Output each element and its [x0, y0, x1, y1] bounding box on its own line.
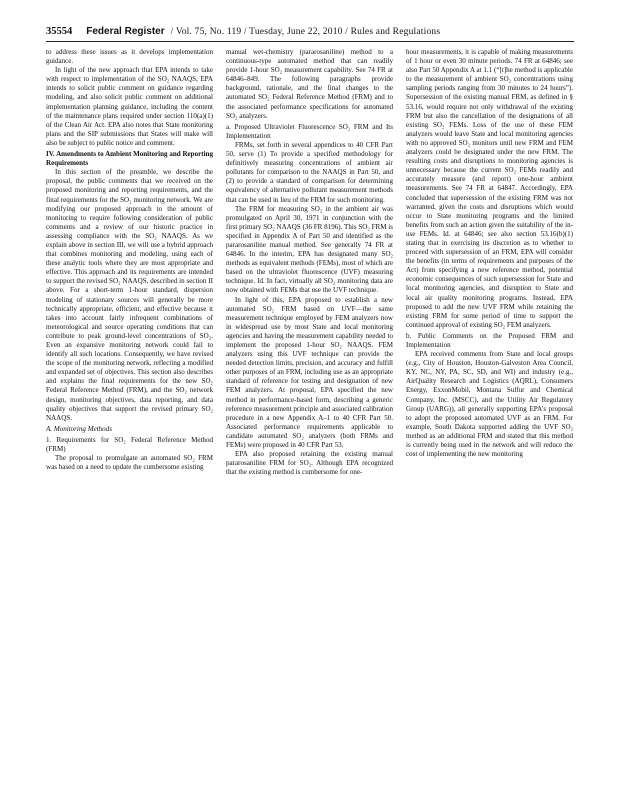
- text-column-1: [46, 48, 213, 780]
- paragraph: EPA also proposed retaining the existing manual pararosaniline FRM for SO₂. Although EPA recognized that the existing method is cumbersome for one-: [226, 450, 393, 477]
- issue-details: / Vol. 75, No. 119 / Tuesday, June 22, 2010 / Rules and Regulations: [170, 27, 441, 37]
- text-column-3: [406, 48, 573, 780]
- paragraph: The proposal to promulgate an automated SO₂ FRM was based on a need to update the cumbersome existing: [46, 454, 213, 472]
- paragraph: FRMs, set forth in several appendices to 40 CFR Part 50, serve (1) To provide a specified methodology for definitively measuring concentrations of ambient air pollutants for comparison to the NAAQS in Part 50, and (2) to provide a standard of comparison for determining equivalency of alternative pollutant measurement methods that can be used in lieu of the FRM for such monitoring.: [226, 140, 393, 204]
- section-heading: 1. Requirements for SO₂ Federal Reference Method (FRM): [46, 435, 213, 454]
- paragraph: hour measurements, it is capable of making measurements of 1 hour or even 30 minute periods. 74 FR at 64846; see also Part 50 Appendix A at 1.1 (“[t]he method is applicable to the measurement of ambient SO₂ concentrations using sampling periods ranging from 30 minutes to 24 hours”). Supersession of the existing manual FRM, as defined in § 53.16, would require not only withdrawal of the existing FRM but also the cancellation of the designations of all existing SO₂ FEMs. Loss of the use of these FEM analyzers would leave State and local monitoring agencies with no approved SO₂ monitors until new FRM and FEM analyzers could be designated under the new FRM. The resulting costs and disruptions to monitoring agencies is unnecessary because the current SO₂ FEMs readily and accurately measure (and report) one-hour ambient measurements. See 74 FR at 64847. Accordingly, EPA concluded that supersession of the existing FRM was not warranted, given the costs and disruptions which would occur to State monitoring programs and the limited benefits from such an action given the suitability of the in-use FEMs. Id. at 64846; see also section 53.16(b)(1) stating that in exercising its discretion as to whether to proceed with supersession of an FRM, EPA will consider the benefits (in terms of requirements and purposes of the Act) from specifying a new reference method, potential economic consequences of such supersession for State and local monitoring agencies, and disruption to State and local air quality monitoring programs. Instead, EPA proposed to add the new UVF FRM while retaining the existing FRM for some period of time to support the continued approval of existing SO₂ FEM analyzers.: [406, 48, 573, 329]
- paragraph: In this section of the preamble, we describe the proposal, the public comments that we received on the proposed monitoring and reporting requirements, and the final requirements for the SO₂ monitoring network. We are modifying our proposed approach to the amount of monitoring to require following consideration of public comments and a review of our historic practice in assessing compliance with the SO₂ NAAQS. As we explain above in section III, we will use a hybrid approach that combines monitoring and modeling, using each of these analytic tools where they are most appropriate and effective. This approach and its requirements are intended to support the revised SO₂ NAAQS, described in section II above. For a short-term 1-hour standard, dispersion modeling of stationary sources will generally be more technically appropriate, efficient, and effective because it takes into account fairly infrequent combinations of meteorological and source operating conditions that can contribute to peak ground-level concentrations of SO₂. Even an expansive monitoring network could fail to identify all such locations. Consequently, we have revised the scope of the monitoring network, reflecting a modified and expanded set of objectives. This section also describes and explains the final requirements for the new SO₂ Federal Reference Method (FRM), and the SO₂ network design, monitoring objectives, data reporting, and data quality objectives that support the revised primary SO₂ NAAQS.: [46, 168, 213, 422]
- page-number: 35554: [46, 26, 73, 37]
- paragraph: The FRM for measuring SO₂ in the ambient air was promulgated on April 30, 1971 in conjunction with the first primary SO₂ NAAQS (36 FR 8196). This SO₂ FRM is specified in Appendix A of Part 50 and identified as the pararosaniline manual method. See generally 74 FR at 64846. In the interim, EPA has designated many SO₂ methods as equivalent methods (FEMs), most of which are based on the ultraviolet fluorescence (UVF) measuring technique. Id. In fact, virtually all SO₂ monitoring data are now obtained with FEMs that use the UVF technique.: [226, 204, 393, 295]
- section-heading: b. Public Comments on the Proposed FRM and Implementation: [406, 331, 573, 349]
- paragraph: In light of the new approach that EPA intends to take with respect to implementation of the SO₂ NAAQS, EPA intends to solicit public comment on guidance regarding modeling, and also solicit public comment on additional implementation planning guidance, including the content of the maintenance plans required under section 110(a)(1) of the Clean Air Act. EPA also notes that State monitoring plans and the SIP submissions that States will make will also be subject to public notice and comment.: [46, 66, 213, 147]
- section-heading: a. Proposed Ultraviolet Fluorescence SO₂ FRM and Its Implementation: [226, 122, 393, 140]
- paragraph: In light of this, EPA proposed to establish a new automated SO₂ FRM based on UVF—the same measurement technique employed by FEM analyzers now in widespread use by most State and local monitoring agencies and having the measurement capability needed to implement the proposed 1-hour SO₂ NAAQS. FEM analyzers using this UVF technique can provide the needed detection limits, precision, and accuracy and fulfill other purposes of an FRM, including use as an appropriate standard of reference for testing and designation of new FEM analyzers. At proposal, EPA specified the new method in performance-based form, describing a generic reference measurement principle and associated calibration procedure in a new Appendix A–1 to 40 CFR Part 50. Associated performance requirements applicable to candidate automated SO₂ analyzers (both FRMs and FEMs) were proposed in 40 CFR Part 53.: [226, 295, 393, 450]
- section-heading: A. Monitoring Methods: [46, 424, 112, 433]
- text-column-2: [226, 48, 393, 780]
- header-rule: [46, 41, 574, 42]
- page-header: [46, 26, 574, 37]
- paragraph: EPA received comments from State and local groups (e.g., City of Houston, Houston-Galveston Area Council, KY, NC, NY, PA, SC, SD, and WI) and industry (e.g., AirQuality Research and Logistics (AQRL), Consumers Energy, ExxonMobil, Montana Sulfur and Chemical Company, Inc. (MSCC), and the Utility Air Regulatory Group (UARG)), all generally supporting EPA’s proposal to adopt the proposed automated UVF as an FRM. For example, South Dakota supported adding the UVF SO₂ method as an additional FRM and stated that this method is currently being used in the network and will reduce the cost of implementing the new monitoring: [406, 350, 573, 459]
- section-heading: IV. Amendments to Ambient Monitoring and Reporting Requirements: [46, 150, 213, 168]
- paragraph: to address these issues as it develops implementation guidance.: [46, 48, 213, 66]
- paragraph: manual wet-chemistry (pararosaniline) method to a continuous-type automated method that can readily provide 1-hour SO₂ measurement capability. See 74 FR at 64846–849. The following paragraphs provide background, rationale, and the final changes to the automated SO₂ Federal Reference Method (FRM) and to the associated performance specifications for automated SO₂ analyzers.: [226, 48, 393, 120]
- publication-title: Federal Register: [86, 26, 165, 37]
